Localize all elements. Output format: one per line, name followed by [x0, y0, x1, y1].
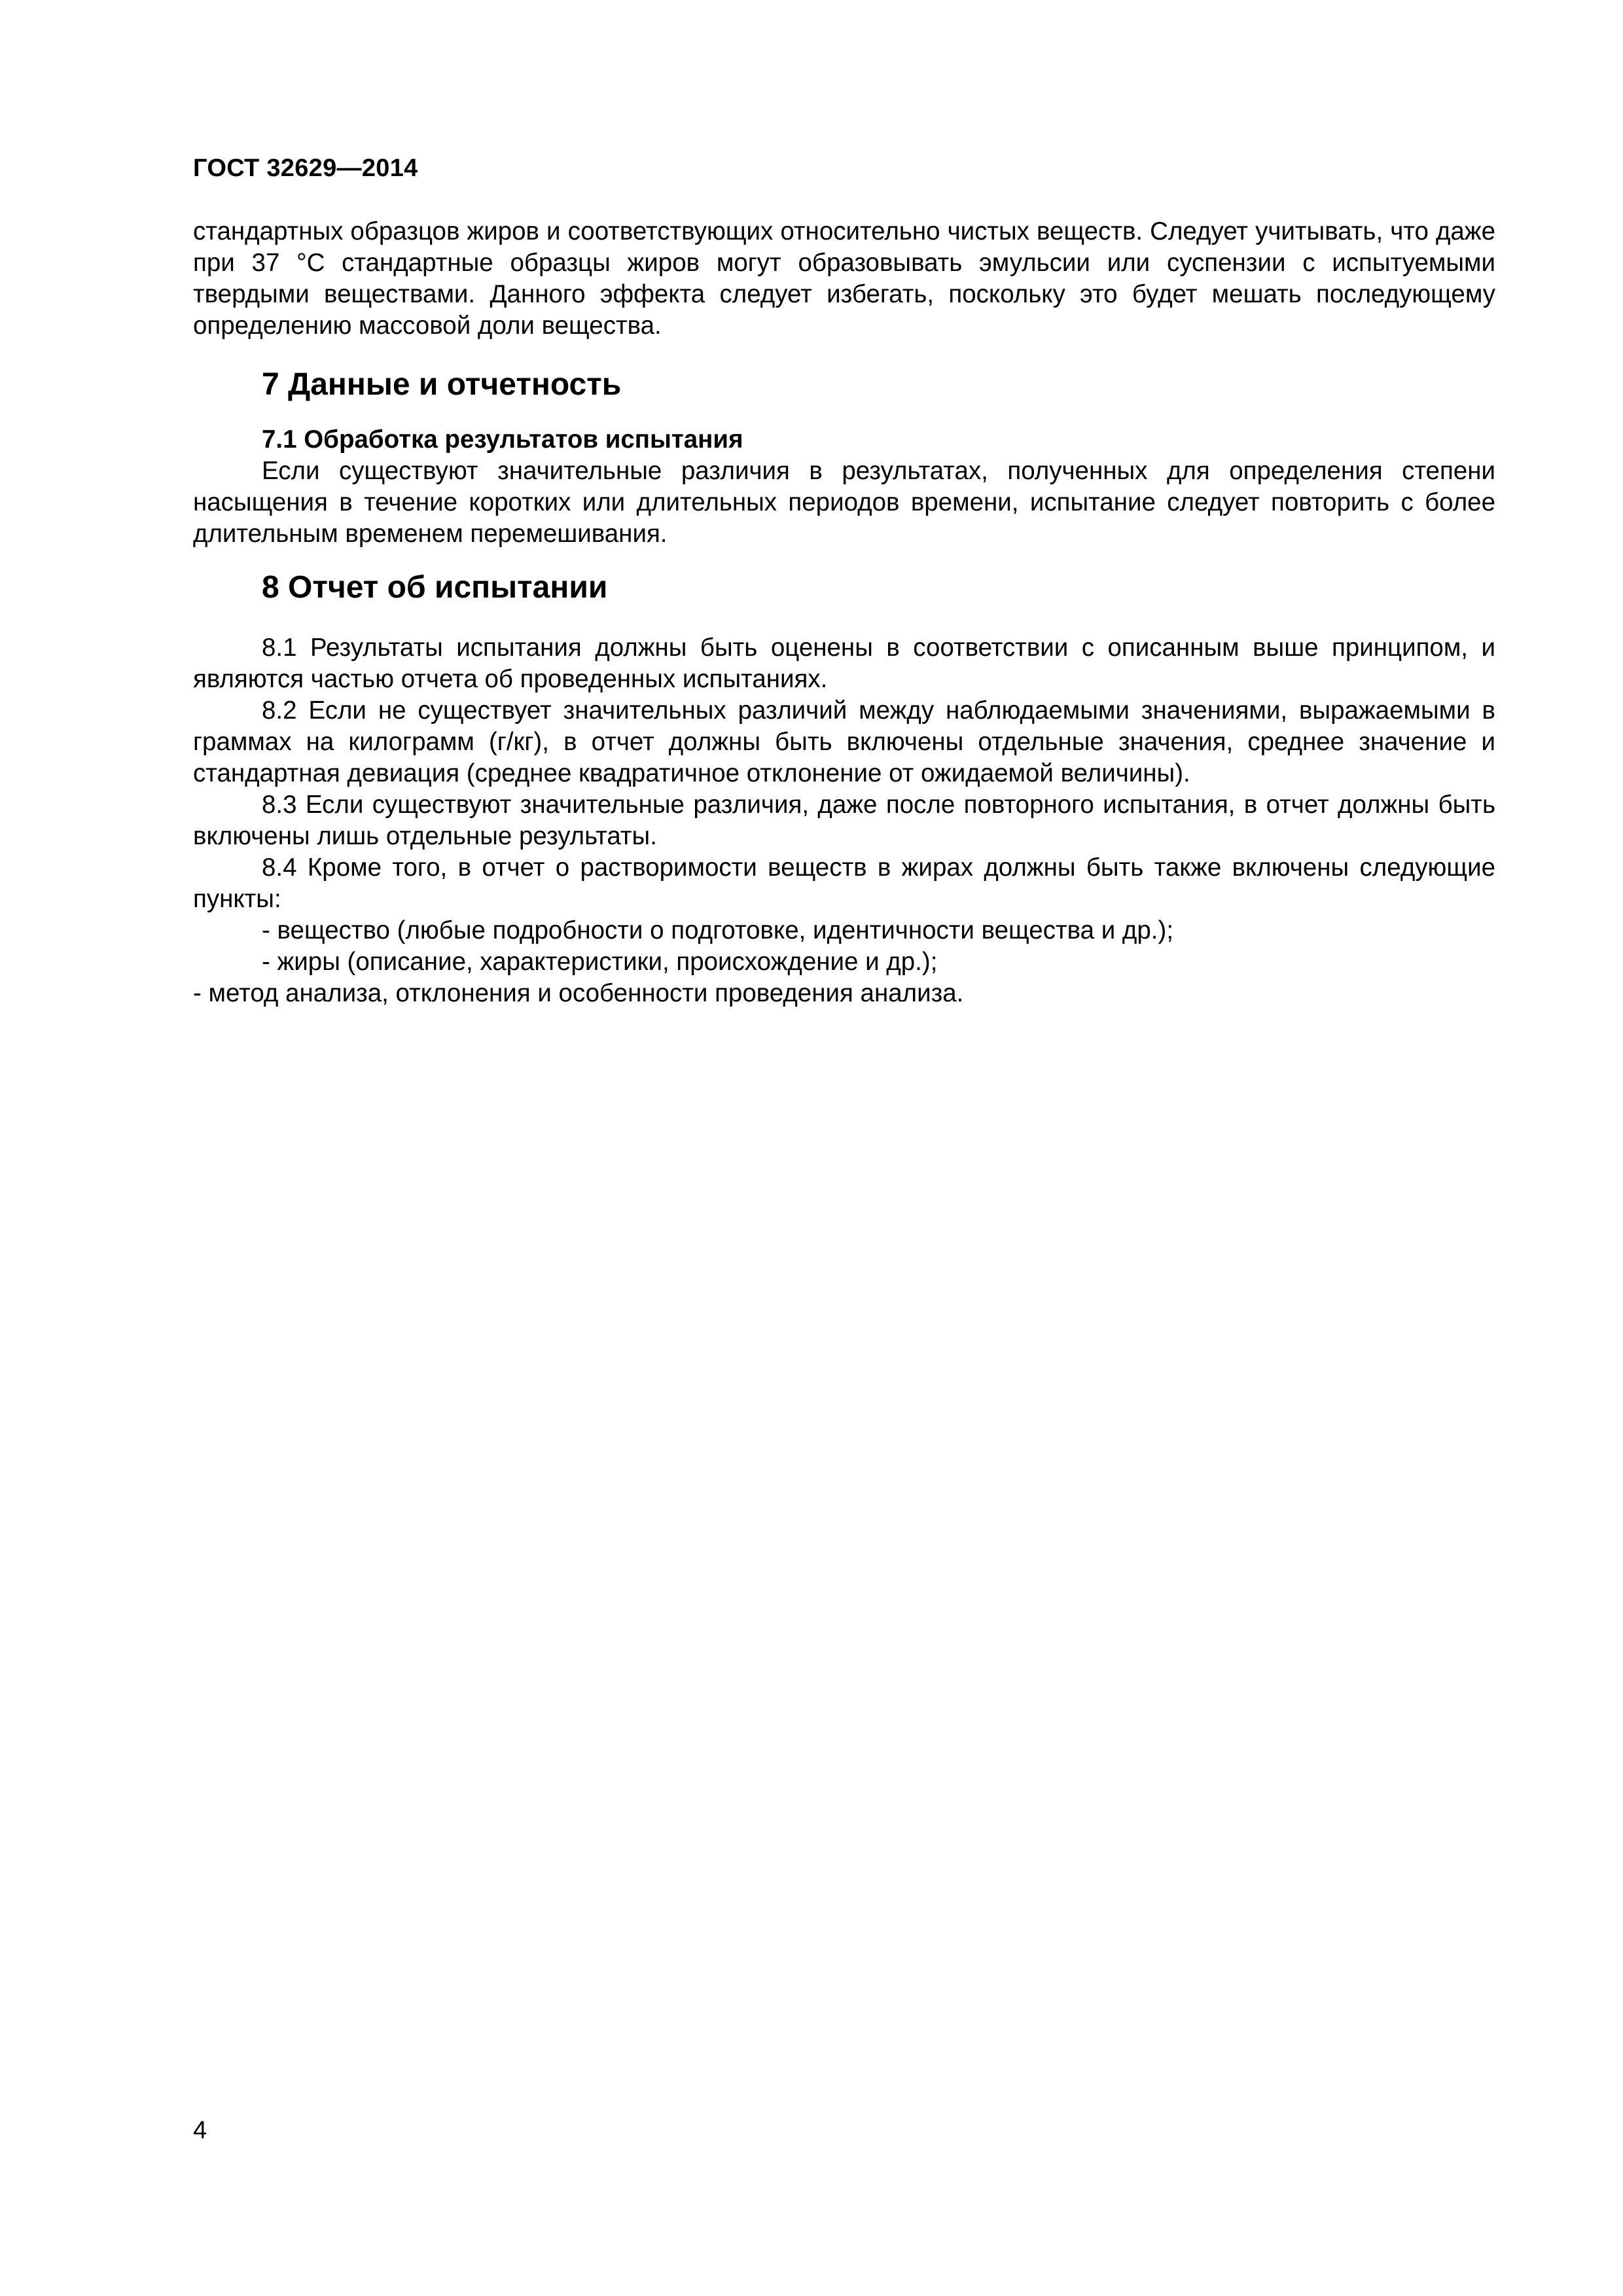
section-8-4-paragraph: 8.4 Кроме того, в отчет о растворимости веществ в жирах должны быть также включены следующие пункты: — [193, 853, 1495, 913]
intro-paragraph: стандартных образцов жиров и соответствующих относительно чистых веществ. Следует учитывать, что даже при 37 °С стандартные образцы жиров могут образовывать эмульсии или суспензии с испытуемыми твердыми веществами. Данного эффекта следует избегать, поскольку это будет мешать последующему определению массовой доли вещества. — [193, 217, 1495, 340]
list-item: - жиры (описание, характеристики, происхождение и др.); — [262, 948, 938, 976]
document-header-code: ГОСТ 32629—2014 — [193, 154, 418, 182]
section-8-1-paragraph: 8.1 Результаты испытания должны быть оценены в соответствии с описанным выше принципом, и являются частью отчета об проведенных испытаниях. — [193, 634, 1495, 693]
section-8-title: 8 Отчет об испытании — [262, 570, 608, 605]
list-item: - метод анализа, отклонения и особенности проведения анализа. — [193, 979, 964, 1007]
page-number: 4 — [193, 2117, 207, 2144]
section-8-2-paragraph: 8.2 Если не существует значительных различий между наблюдаемыми значениями, выражаемыми в граммах на килограмм (г/кг), в отчет должны быть включены отдельные значения, среднее значение и стандартная девиация (среднее квадратичное отклонение от ожидаемой величины). — [193, 696, 1495, 787]
section-7-1-paragraph: Если существуют значительные различия в результатах, полученных для определения степени насыщения в течение коротких или длительных периодов времени, испытание следует повторить с более длительным временем перемешивания. — [193, 457, 1495, 548]
document-body — [193, 216, 1495, 1009]
section-7-title: 7 Данные и отчетность — [262, 367, 622, 402]
list-item: - вещество (любые подробности о подготовке, идентичности вещества и др.); — [262, 916, 1174, 944]
subsection-7-1-title: 7.1 Обработка результатов испытания — [262, 425, 743, 454]
section-8-3-paragraph: 8.3 Если существуют значительные различия, даже после повторного испытания, в отчет должны быть включены лишь отдельные результаты. — [193, 791, 1495, 850]
